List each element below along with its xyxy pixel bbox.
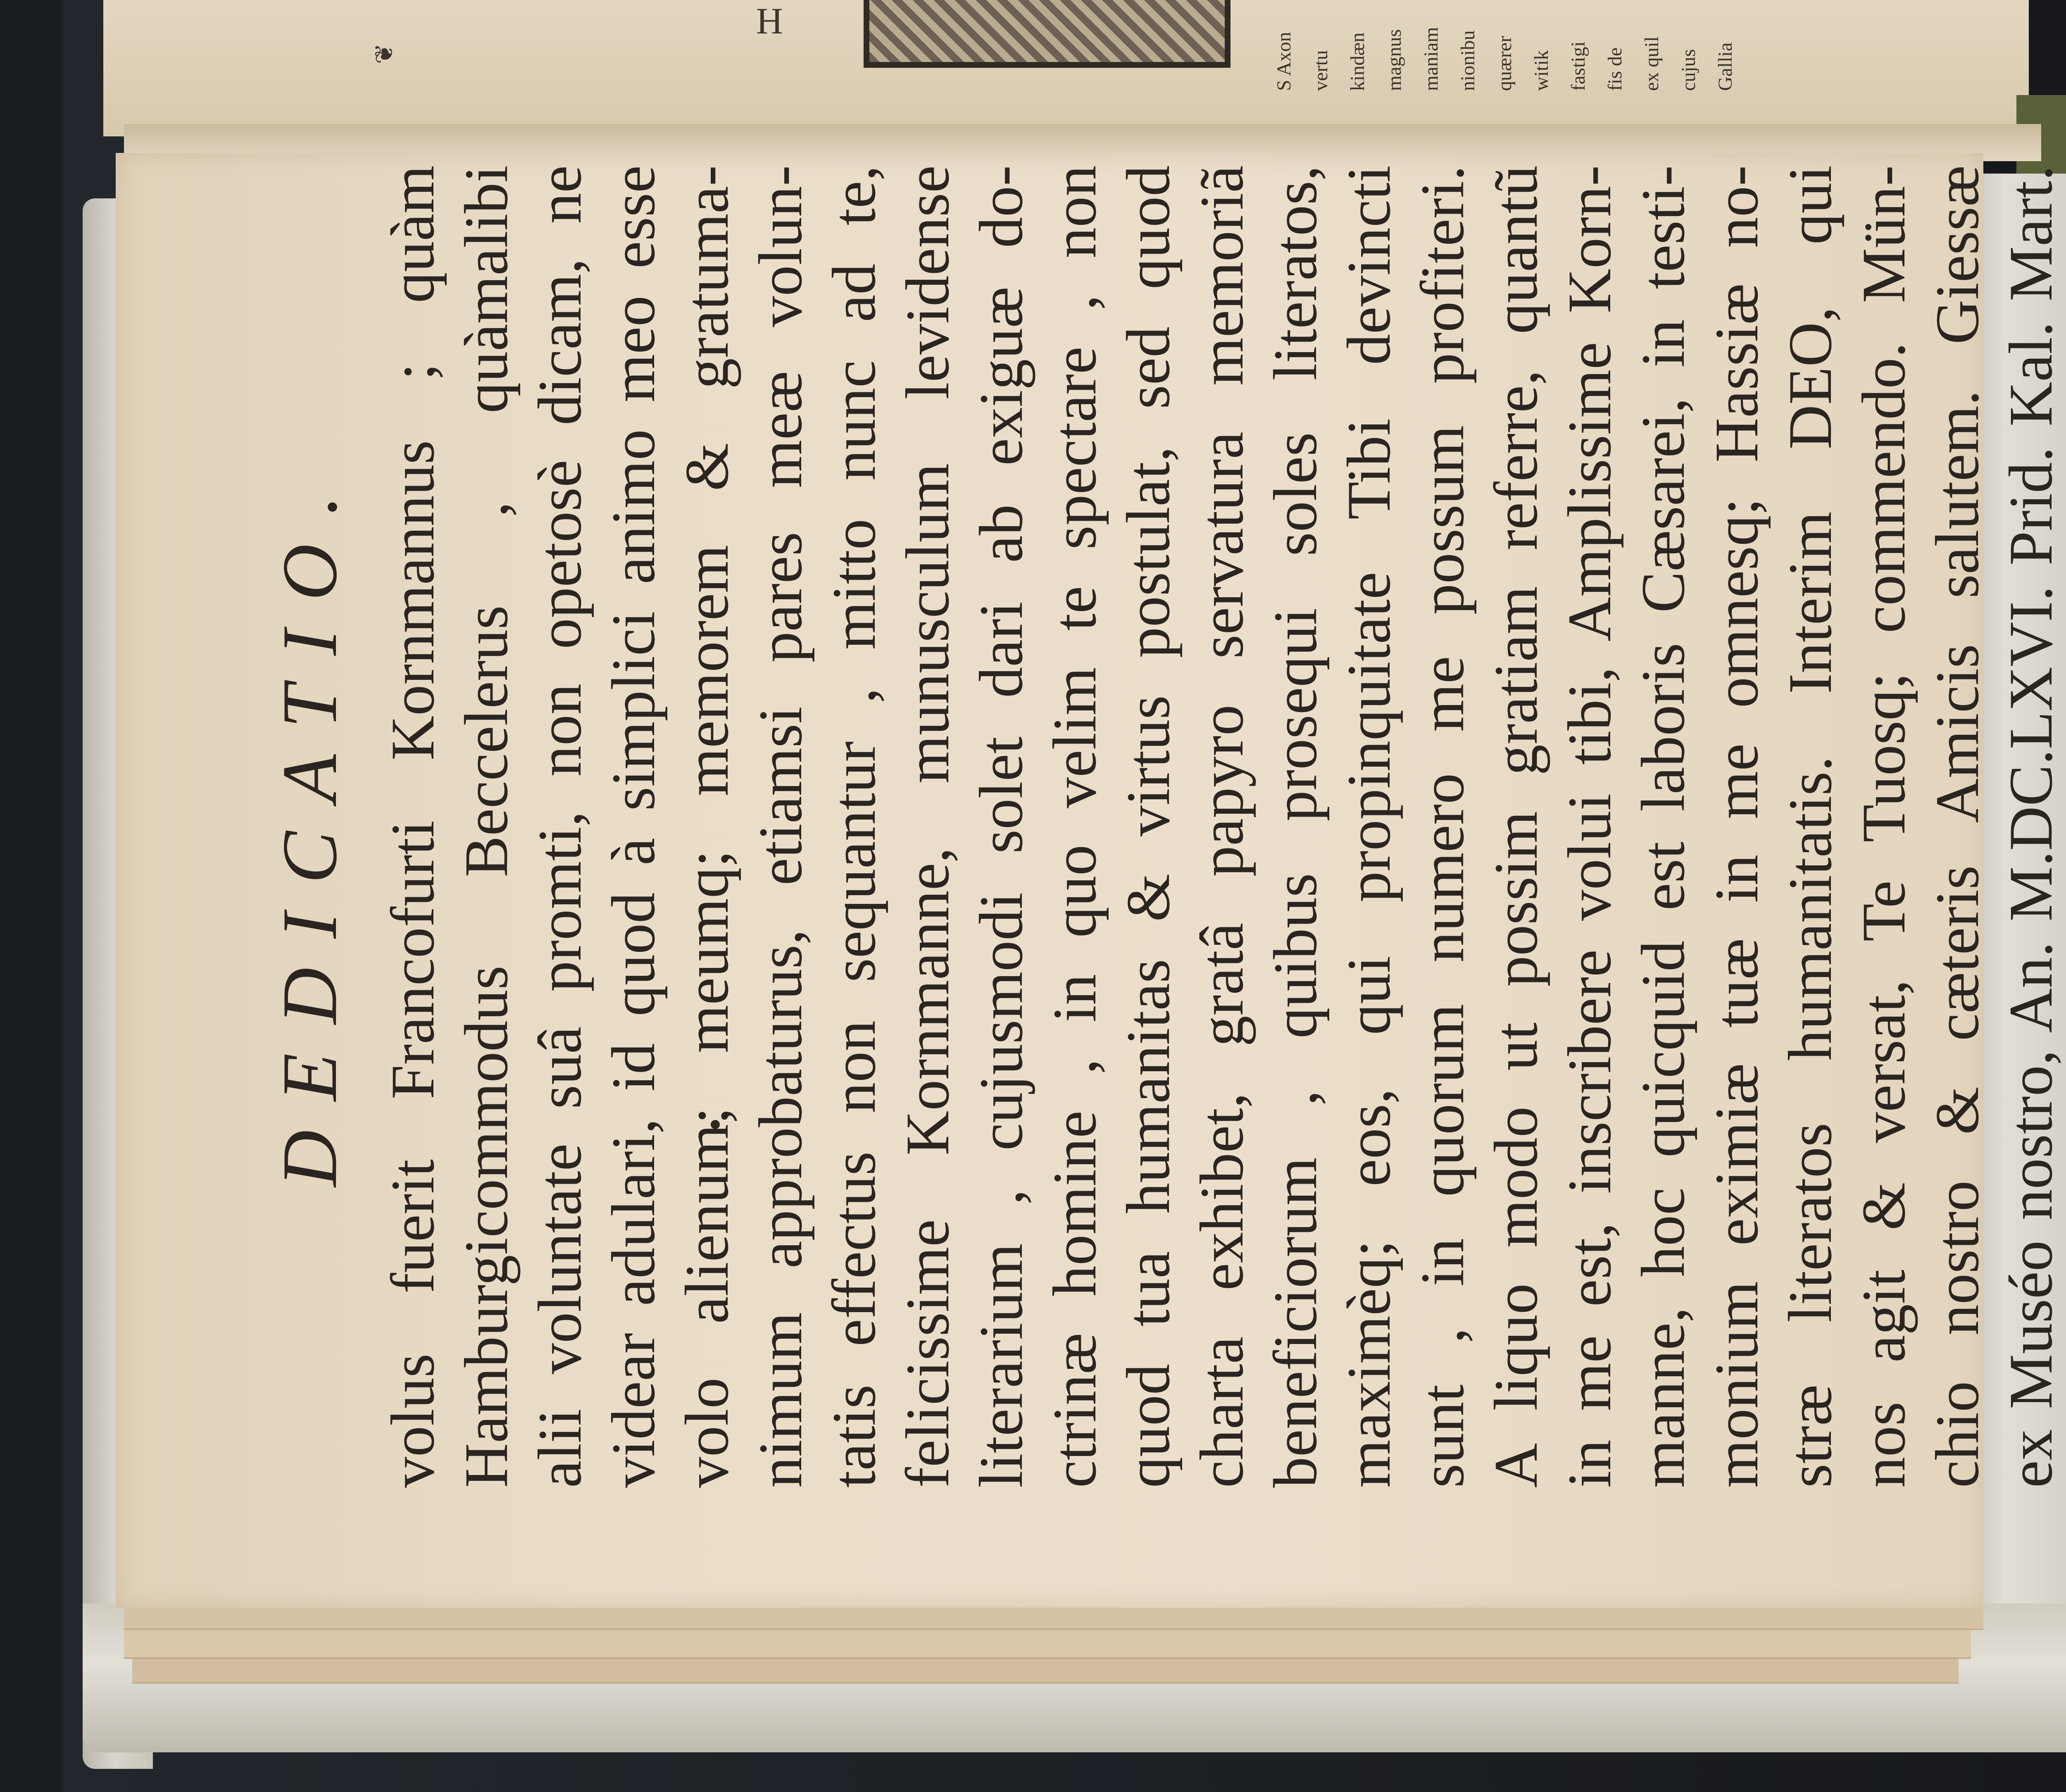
text-line: ctrinæ homine , in quo velim te spectare , non [1040, 165, 1109, 1488]
facing-line: fastigi [1567, 41, 1589, 91]
facing-line: vertu [1310, 50, 1332, 91]
text-line: beneficiorum , quibus prosequi soles literatos, [1261, 165, 1330, 1488]
facing-line: Gallia [1714, 42, 1736, 91]
text-line: in me est, inscribere volui tibi, Amplissime Korn- [1555, 165, 1624, 1488]
text-line: A liquo modo ut possim gratiam referre, quantũ [1482, 165, 1550, 1488]
text-line: chio nostro & cæteris Amicis salutem. Giessæ [1923, 165, 1992, 1488]
facing-line: quærer [1494, 36, 1516, 91]
ornament-icon: ❦ [370, 43, 399, 64]
text-line: nimum approbaturus, etiamsi pares meæ volun- [746, 165, 815, 1488]
facing-line: S Axon [1273, 32, 1295, 91]
page-title: DEDICATIO. [267, 466, 353, 1187]
facing-line: nionibu [1457, 30, 1479, 91]
text-line: felicissime Kornmanne, munusculum levidense [893, 165, 962, 1488]
facing-text-columns [1273, 0, 1851, 91]
text-line: Hamburgicommodus Beccelerus , quàmalibi [452, 165, 521, 1488]
text-line: tatis effectus non sequantur , mitto nunc ad te, [820, 165, 888, 1488]
text-line: volo alienum; meumq; memorem & gratuma- [673, 165, 741, 1488]
text-line: literarium , cujusmodi solet dari ab exiguæ do- [967, 165, 1035, 1488]
facing-line: witik [1530, 50, 1552, 91]
facing-line: ex quil [1641, 36, 1663, 91]
facing-running-head: H [756, 1, 783, 42]
text-line: nos agit & versat, Te Tuosq; commendo. Mün- [1849, 165, 1918, 1488]
facing-page [103, 0, 2029, 136]
facing-line: magnus [1383, 29, 1405, 91]
text-line: ex Muséo nostro, An. M.DC.LXVI. Prid. Kal. Mart. [1997, 165, 2065, 1488]
text-line: quod tua humanitas & virtus postulat, sed quod [1114, 165, 1183, 1488]
text-line: monium eximiæ tuæ in me omnesq; Hassiæ no- [1702, 165, 1771, 1488]
text-line: sunt , in quorum numero me possum profiteri. [1408, 165, 1477, 1488]
facing-line: kindæn [1347, 32, 1369, 91]
text-line: charta exhibet, gratâ papyro servatura memoriã [1188, 165, 1256, 1488]
facing-line: fis de [1604, 47, 1626, 91]
text-line: stræ literatos humanitatis. Interim DEO, qui [1776, 165, 1845, 1488]
text-line: volus fuerit Francofurti Kornmannus ; quàm [378, 165, 447, 1488]
text-line: alii voluntate suâ promti, non opetosè dicam, ne [526, 165, 594, 1488]
text-line: manne, hoc quicquid est laboris Cæsarei, in testi- [1629, 165, 1697, 1488]
page-edge [132, 1657, 1959, 1684]
dedication-text [267, 165, 2065, 1488]
decorated-initial [864, 0, 1231, 68]
facing-line: cujus [1678, 49, 1699, 91]
text-line: maximèq; eos, qui propinquitate Tibi devincti [1335, 165, 1403, 1488]
text-line: videar adulari, id quod à simplici animo meo esse [599, 165, 668, 1488]
page-edge [124, 1628, 1971, 1659]
facing-line: maniam [1420, 27, 1442, 91]
